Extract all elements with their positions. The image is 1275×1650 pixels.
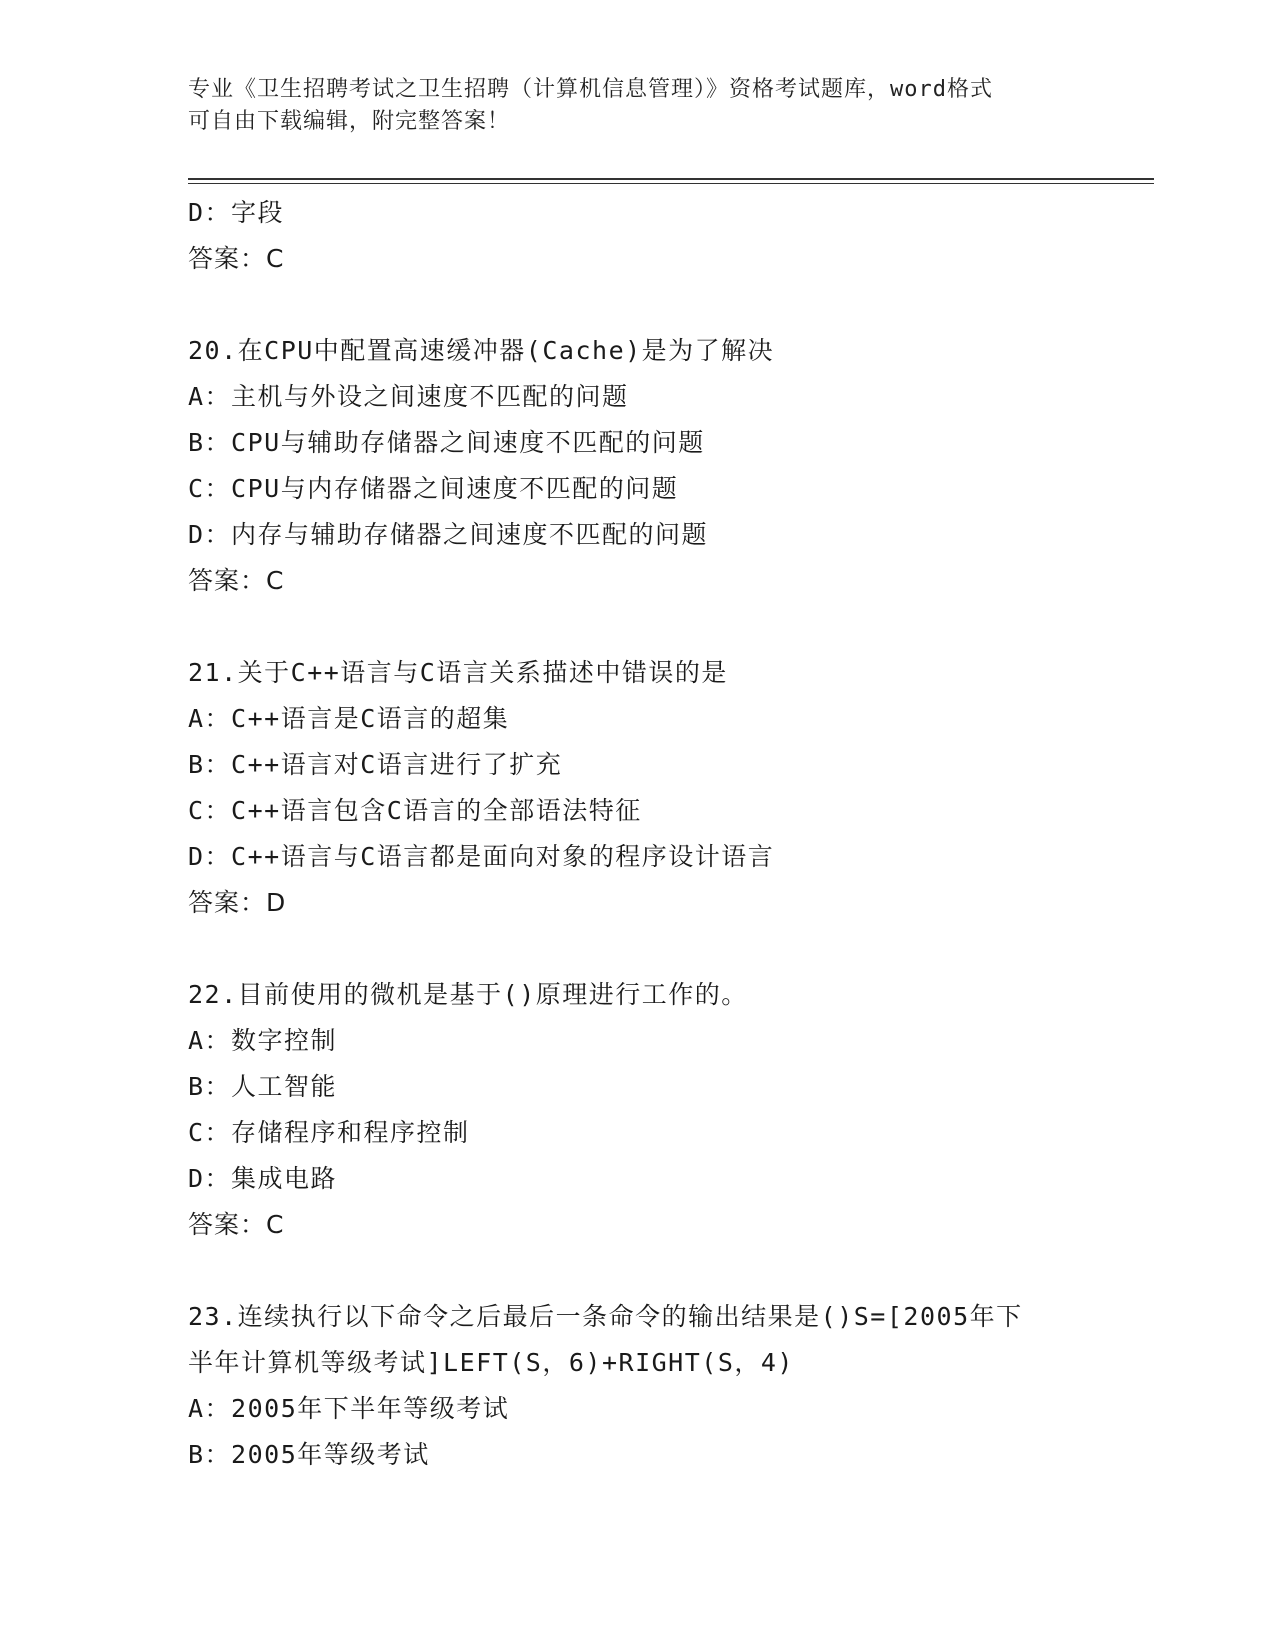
question-20-option-a: A：主机与外设之间速度不匹配的问题 [188, 382, 629, 411]
question-21-text: 21.关于C++语言与C语言关系描述中错误的是 [188, 658, 728, 687]
header-divider-thin [188, 183, 1154, 184]
question-22-option-d: D：集成电路 [188, 1164, 338, 1193]
question-21-answer: 答案：D [188, 888, 287, 917]
question-21-option-b: B：C++语言对C语言进行了扩充 [188, 750, 563, 779]
header-divider-thick [188, 178, 1154, 180]
header-line-2: 可自由下载编辑，附完整答案！ [188, 109, 511, 134]
question-23-text-line-1: 23.连续执行以下命令之后最后一条命令的输出结果是()S=[2005年下 [188, 1302, 1023, 1331]
spacer [188, 1248, 1148, 1294]
question-23-text-line-2: 半年计算机等级考试]LEFT(S，6)+RIGHT(S，4) [188, 1348, 794, 1377]
question-22-answer: 答案：C [188, 1210, 285, 1239]
spacer [188, 604, 1148, 650]
document-header [188, 74, 1088, 138]
spacer [188, 282, 1148, 328]
question-23-option-b: B：2005年等级考试 [188, 1440, 430, 1469]
question-20-option-b: B：CPU与辅助存储器之间速度不匹配的问题 [188, 428, 705, 457]
question-20-text: 20.在CPU中配置高速缓冲器(Cache)是为了解决 [188, 336, 775, 365]
question-22-text: 22.目前使用的微机是基于()原理进行工作的。 [188, 980, 748, 1009]
question-22-option-b: B：人工智能 [188, 1072, 338, 1101]
prev-question-answer: 答案：C [188, 244, 285, 273]
document-body [188, 190, 1148, 1478]
prev-question-option-d: D：字段 [188, 198, 285, 227]
question-20-option-c: C：CPU与内存储器之间速度不匹配的问题 [188, 474, 679, 503]
question-21-option-a: A：C++语言是C语言的超集 [188, 704, 510, 733]
question-22-option-c: C：存储程序和程序控制 [188, 1118, 470, 1147]
question-20-answer: 答案：C [188, 566, 285, 595]
question-23-option-a: A：2005年下半年等级考试 [188, 1394, 510, 1423]
header-line-1: 专业《卫生招聘考试之卫生招聘（计算机信息管理）》资格考试题库，word格式 [188, 77, 993, 102]
question-22-option-a: A：数字控制 [188, 1026, 338, 1055]
spacer [188, 926, 1148, 972]
question-21-option-d: D：C++语言与C语言都是面向对象的程序设计语言 [188, 842, 775, 871]
question-20-option-d: D：内存与辅助存储器之间速度不匹配的问题 [188, 520, 709, 549]
question-21-option-c: C：C++语言包含C语言的全部语法特征 [188, 796, 642, 825]
